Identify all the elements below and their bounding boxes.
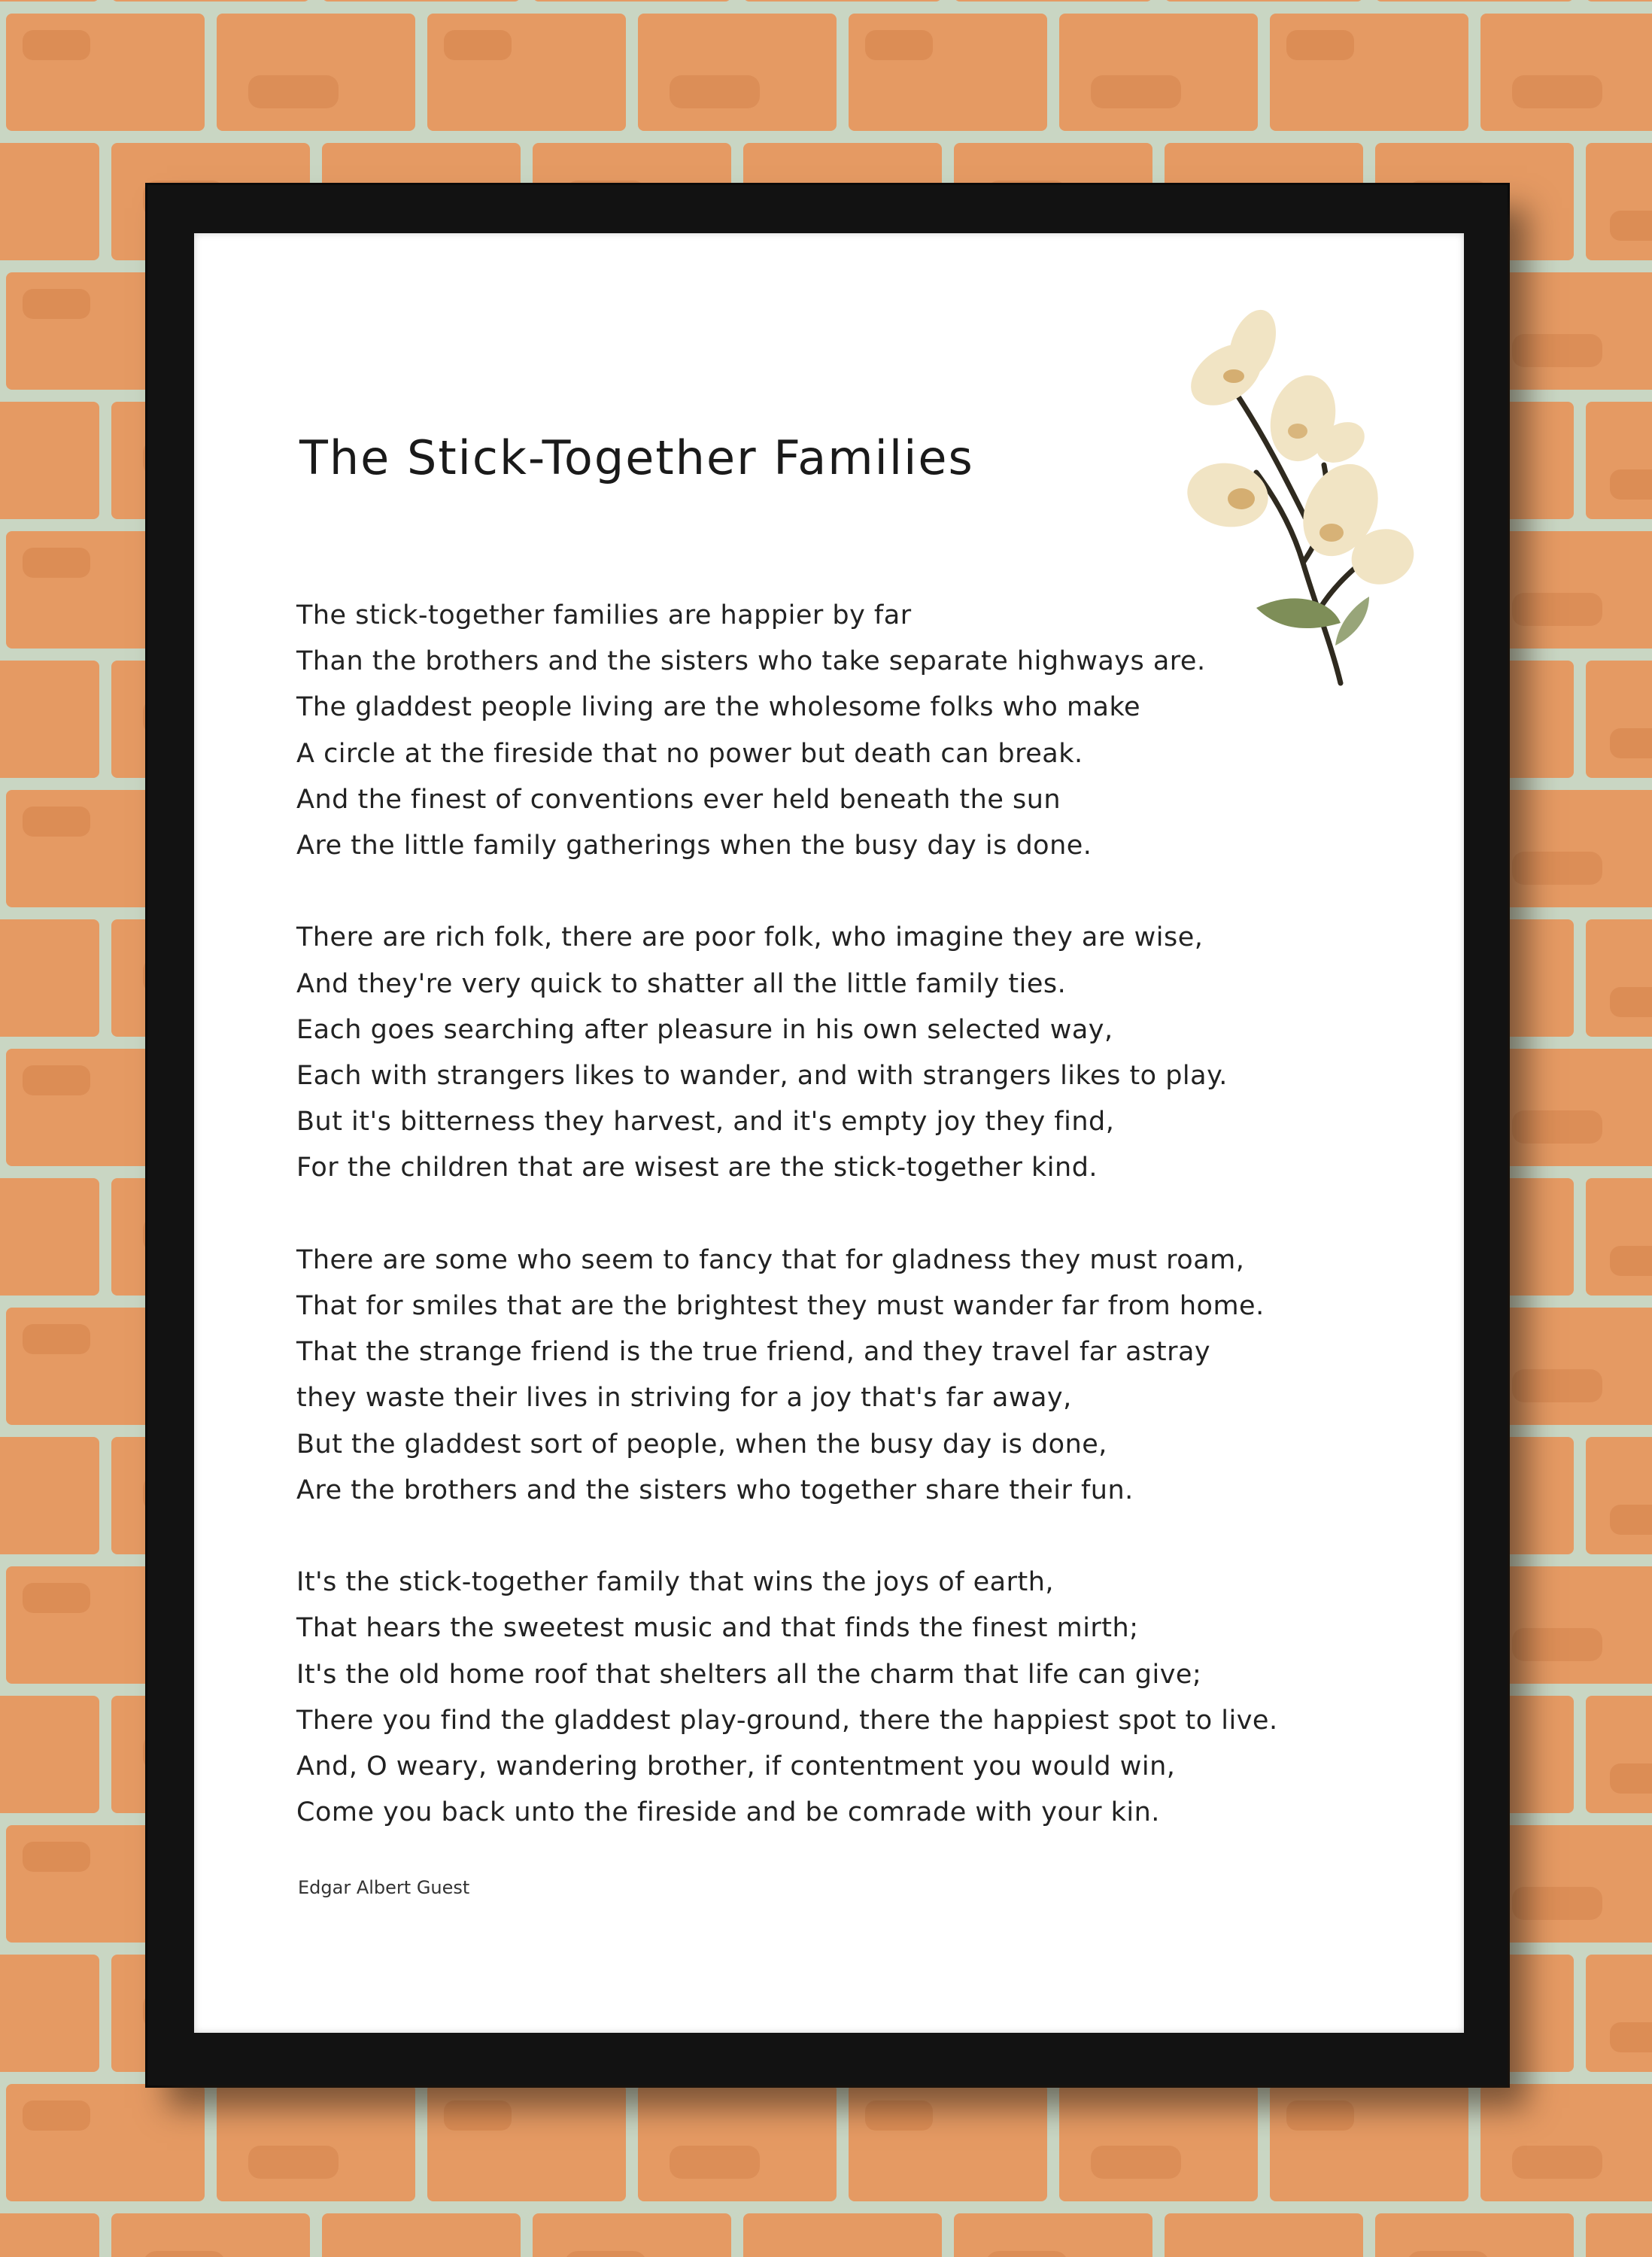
poem-line: That for smiles that are the brightest they must wander far from home. [296,1291,1265,1322]
poem-line: There are some who seem to fancy that for gladness they must roam, [296,1244,1245,1275]
picture-frame [147,185,1508,2085]
poem-line: It's the old home roof that shelters all the charm that life can give; [296,1659,1202,1690]
poem-line: There you find the gladdest play-ground, there the happiest spot to live. [296,1705,1278,1736]
poem-line: That hears the sweetest music and that finds the finest mirth; [296,1613,1139,1644]
poem-line: For the children that are wisest are the stick-together kind. [296,1153,1098,1183]
poem-author: Edgar Albert Guest [298,1877,470,1898]
poem-line: And they're very quick to shatter all the little family ties. [296,968,1067,999]
poem-line: But the gladdest sort of people, when the busy day is done, [296,1429,1107,1460]
poem-line: There are rich folk, there are poor folk, who imagine they are wise, [296,922,1204,953]
poem-line: Than the brothers and the sisters who take separate highways are. [296,646,1206,677]
poem-line: Each goes searching after pleasure in his own selected way, [296,1014,1113,1045]
poem-line: It's the stick-together family that wins the joys of earth, [296,1567,1055,1598]
poem-body [296,593,1380,1882]
poem-line: A circle at the fireside that no power but death can break. [296,738,1083,769]
poem-title: The Stick-Together Families [299,430,974,485]
stanza [296,1238,1380,1514]
poem-print [194,233,1464,2033]
poem-line: The gladdest people living are the wholesome folks who make [296,692,1141,723]
stanza [296,915,1380,1191]
poem-line: And the finest of conventions ever held beneath the sun [296,784,1061,815]
stanza [296,593,1380,869]
poem-line: Are the little family gatherings when the busy day is done. [296,831,1092,861]
poem-line: Each with strangers likes to wander, and with strangers likes to play. [296,1061,1228,1092]
poem-line: That the strange friend is the true friend, and they travel far astray [296,1337,1211,1368]
poem-line: The stick-together families are happier by far [296,600,912,630]
stanza [296,1560,1380,1836]
poem-line: And, O weary, wandering brother, if contentment you would win, [296,1751,1176,1782]
poem-line: But it's bitterness they harvest, and it's empty joy they find, [296,1107,1115,1138]
poem-line: Are the brothers and the sisters who together share their fun. [296,1475,1134,1505]
poem-line: Come you back unto the fireside and be comrade with your kin. [296,1797,1160,1828]
poem-line: they waste their lives in striving for a joy that's far away, [296,1383,1072,1414]
